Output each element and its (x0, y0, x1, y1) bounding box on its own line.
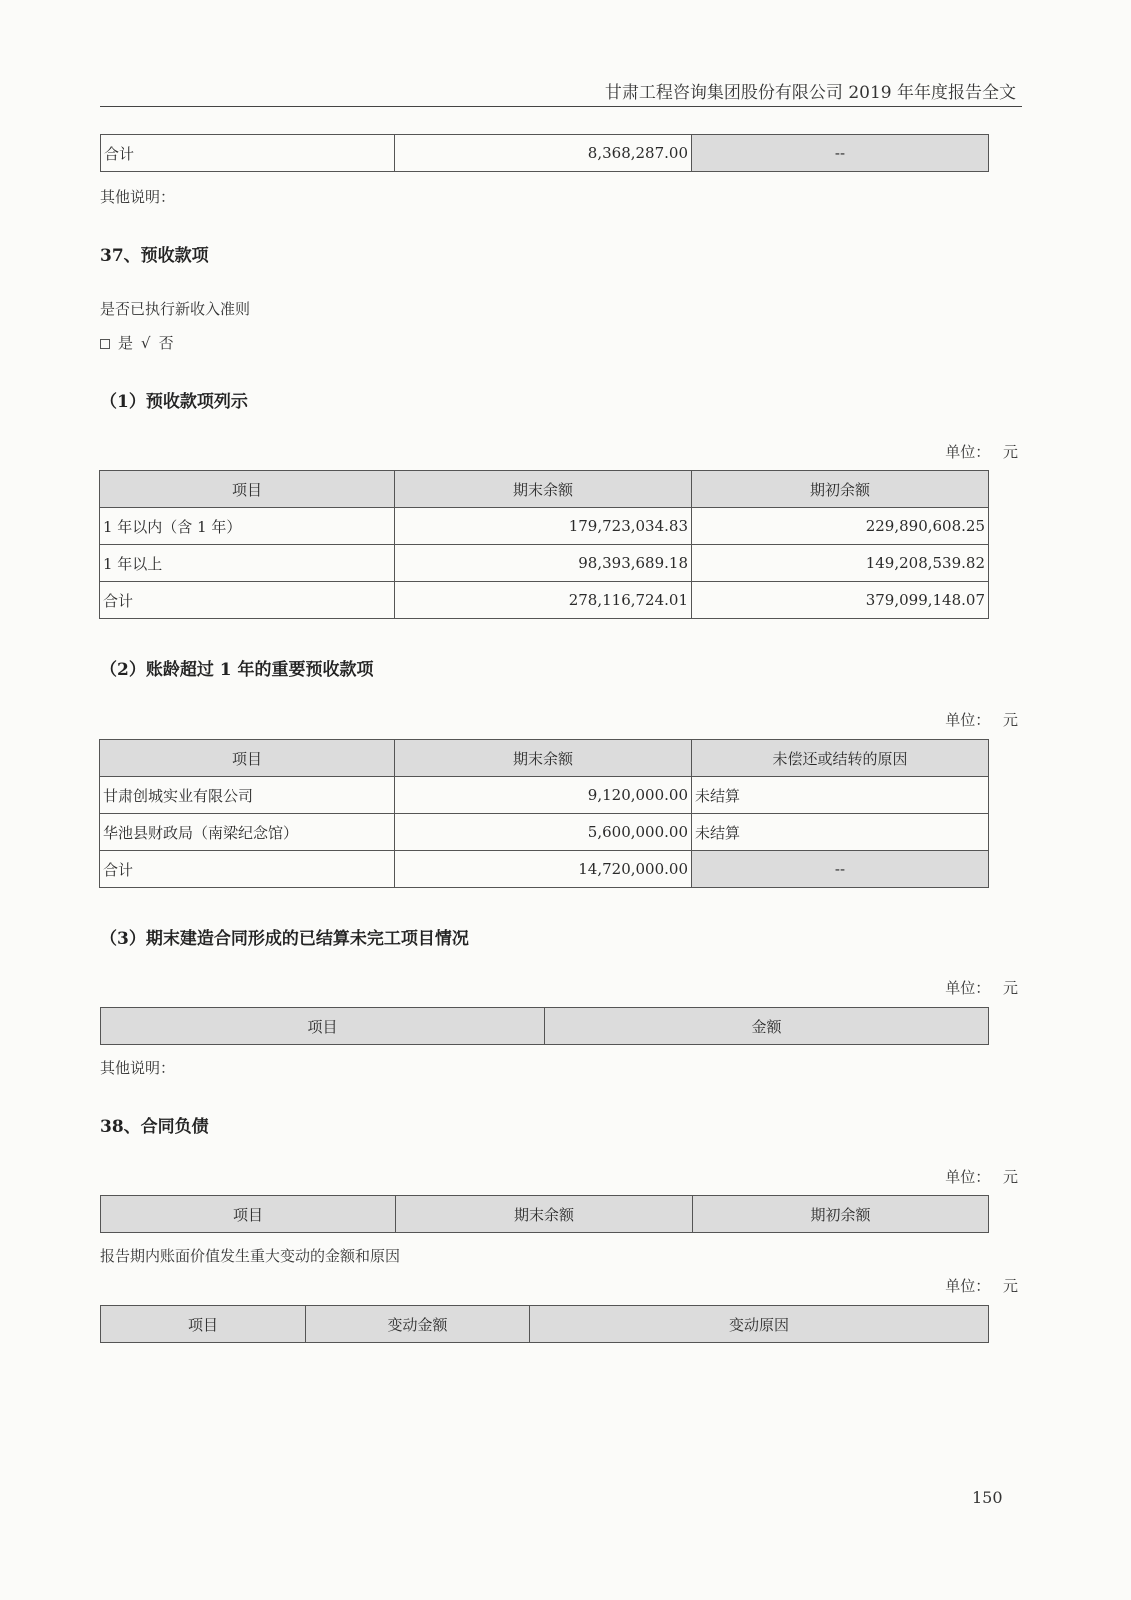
cell-item: 1 年以上 (100, 545, 395, 582)
cell-reason: 未结算 (692, 814, 989, 851)
option-no: 否 (158, 334, 174, 352)
col-header-item: 项目 (100, 471, 395, 508)
other-notes-label-2: 其他说明： (100, 1059, 176, 1077)
cell-reason: -- (692, 851, 989, 888)
cell-item: 华池县财政局（南梁纪念馆） (100, 814, 395, 851)
advance-receipts-table (99, 470, 989, 619)
other-notes-label: 其他说明： (100, 188, 176, 206)
cell-begin: 379,099,148.07 (692, 582, 989, 619)
table-header-row (101, 1306, 989, 1343)
sub3-title: （3）期末建造合同形成的已结算未完工项目情况 (100, 929, 469, 949)
sub3-unit: 单位： 元 (945, 979, 1018, 997)
construction-contract-table (100, 1007, 989, 1045)
change-reason-caption: 报告期内账面价值发生重大变动的金额和原因 (100, 1247, 401, 1265)
col-header-change-reason: 变动原因 (530, 1306, 989, 1343)
table-row (100, 508, 989, 545)
table-row (101, 135, 989, 172)
sub2-unit: 单位： 元 (945, 711, 1018, 729)
cell-item: 合计 (100, 582, 395, 619)
col-header-change-amount: 变动金额 (306, 1306, 530, 1343)
sec38-unit: 单位： 元 (945, 1168, 1018, 1186)
cell-dash: -- (692, 135, 989, 172)
col-header-begin-balance: 期初余额 (693, 1196, 989, 1233)
contract-liabilities-table (100, 1195, 989, 1233)
cell-end: 5,600,000.00 (395, 814, 692, 851)
table-row (100, 814, 989, 851)
col-header-item: 项目 (101, 1306, 306, 1343)
cell-reason: 未结算 (692, 777, 989, 814)
cell-value: 8,368,287.00 (395, 135, 692, 172)
option-yes: 是 (118, 334, 134, 352)
col-header-amount: 金额 (545, 1008, 989, 1045)
cell-begin: 229,890,608.25 (692, 508, 989, 545)
section-37-title: 37、预收款项 (100, 246, 209, 266)
col-header-reason: 未偿还或结转的原因 (692, 740, 989, 777)
col-header-begin-balance: 期初余额 (692, 471, 989, 508)
checkbox-icon (100, 339, 110, 349)
cell-end: 14,720,000.00 (395, 851, 692, 888)
page-header (100, 78, 1022, 107)
header-title: 甘肃工程咨询集团股份有限公司 2019 年年度报告全文 (604, 83, 1016, 103)
col-header-item: 项目 (101, 1008, 545, 1045)
col-header-end-balance: 期末余额 (395, 740, 692, 777)
section-38-title: 38、合同负债 (100, 1117, 209, 1137)
table-header-row (100, 471, 989, 508)
revenue-standard-options (100, 332, 174, 353)
col-header-end-balance: 期末余额 (396, 1196, 693, 1233)
cell-item: 1 年以内（含 1 年） (100, 508, 395, 545)
sub2-title: （2）账龄超过 1 年的重要预收款项 (100, 660, 374, 680)
col-header-item: 项目 (100, 740, 395, 777)
col-header-item: 项目 (101, 1196, 396, 1233)
check-mark-icon: √ (141, 334, 151, 352)
new-revenue-question: 是否已执行新收入准则 (100, 300, 251, 318)
table-row (100, 545, 989, 582)
sub1-title: （1）预收款项列示 (100, 392, 248, 412)
cell-label: 合计 (101, 135, 395, 172)
table-header-row (101, 1196, 989, 1233)
cell-end: 9,120,000.00 (395, 777, 692, 814)
sub1-unit: 单位： 元 (945, 443, 1018, 461)
cell-end: 278,116,724.01 (395, 582, 692, 619)
cell-item: 合计 (100, 851, 395, 888)
table-header-row (101, 1008, 989, 1045)
table-row (100, 777, 989, 814)
table-row (100, 582, 989, 619)
table-row (100, 851, 989, 888)
cell-end: 98,393,689.18 (395, 545, 692, 582)
table-header-row (100, 740, 989, 777)
change-table (100, 1305, 989, 1343)
sec38-unit-2: 单位： 元 (945, 1277, 1018, 1295)
col-header-end-balance: 期末余额 (395, 471, 692, 508)
cell-end: 179,723,034.83 (395, 508, 692, 545)
carryover-table (100, 134, 989, 172)
aged-advance-receipts-table (99, 739, 989, 888)
cell-item: 甘肃创城实业有限公司 (100, 777, 395, 814)
page-number: 150 (972, 1488, 1003, 1507)
cell-begin: 149,208,539.82 (692, 545, 989, 582)
